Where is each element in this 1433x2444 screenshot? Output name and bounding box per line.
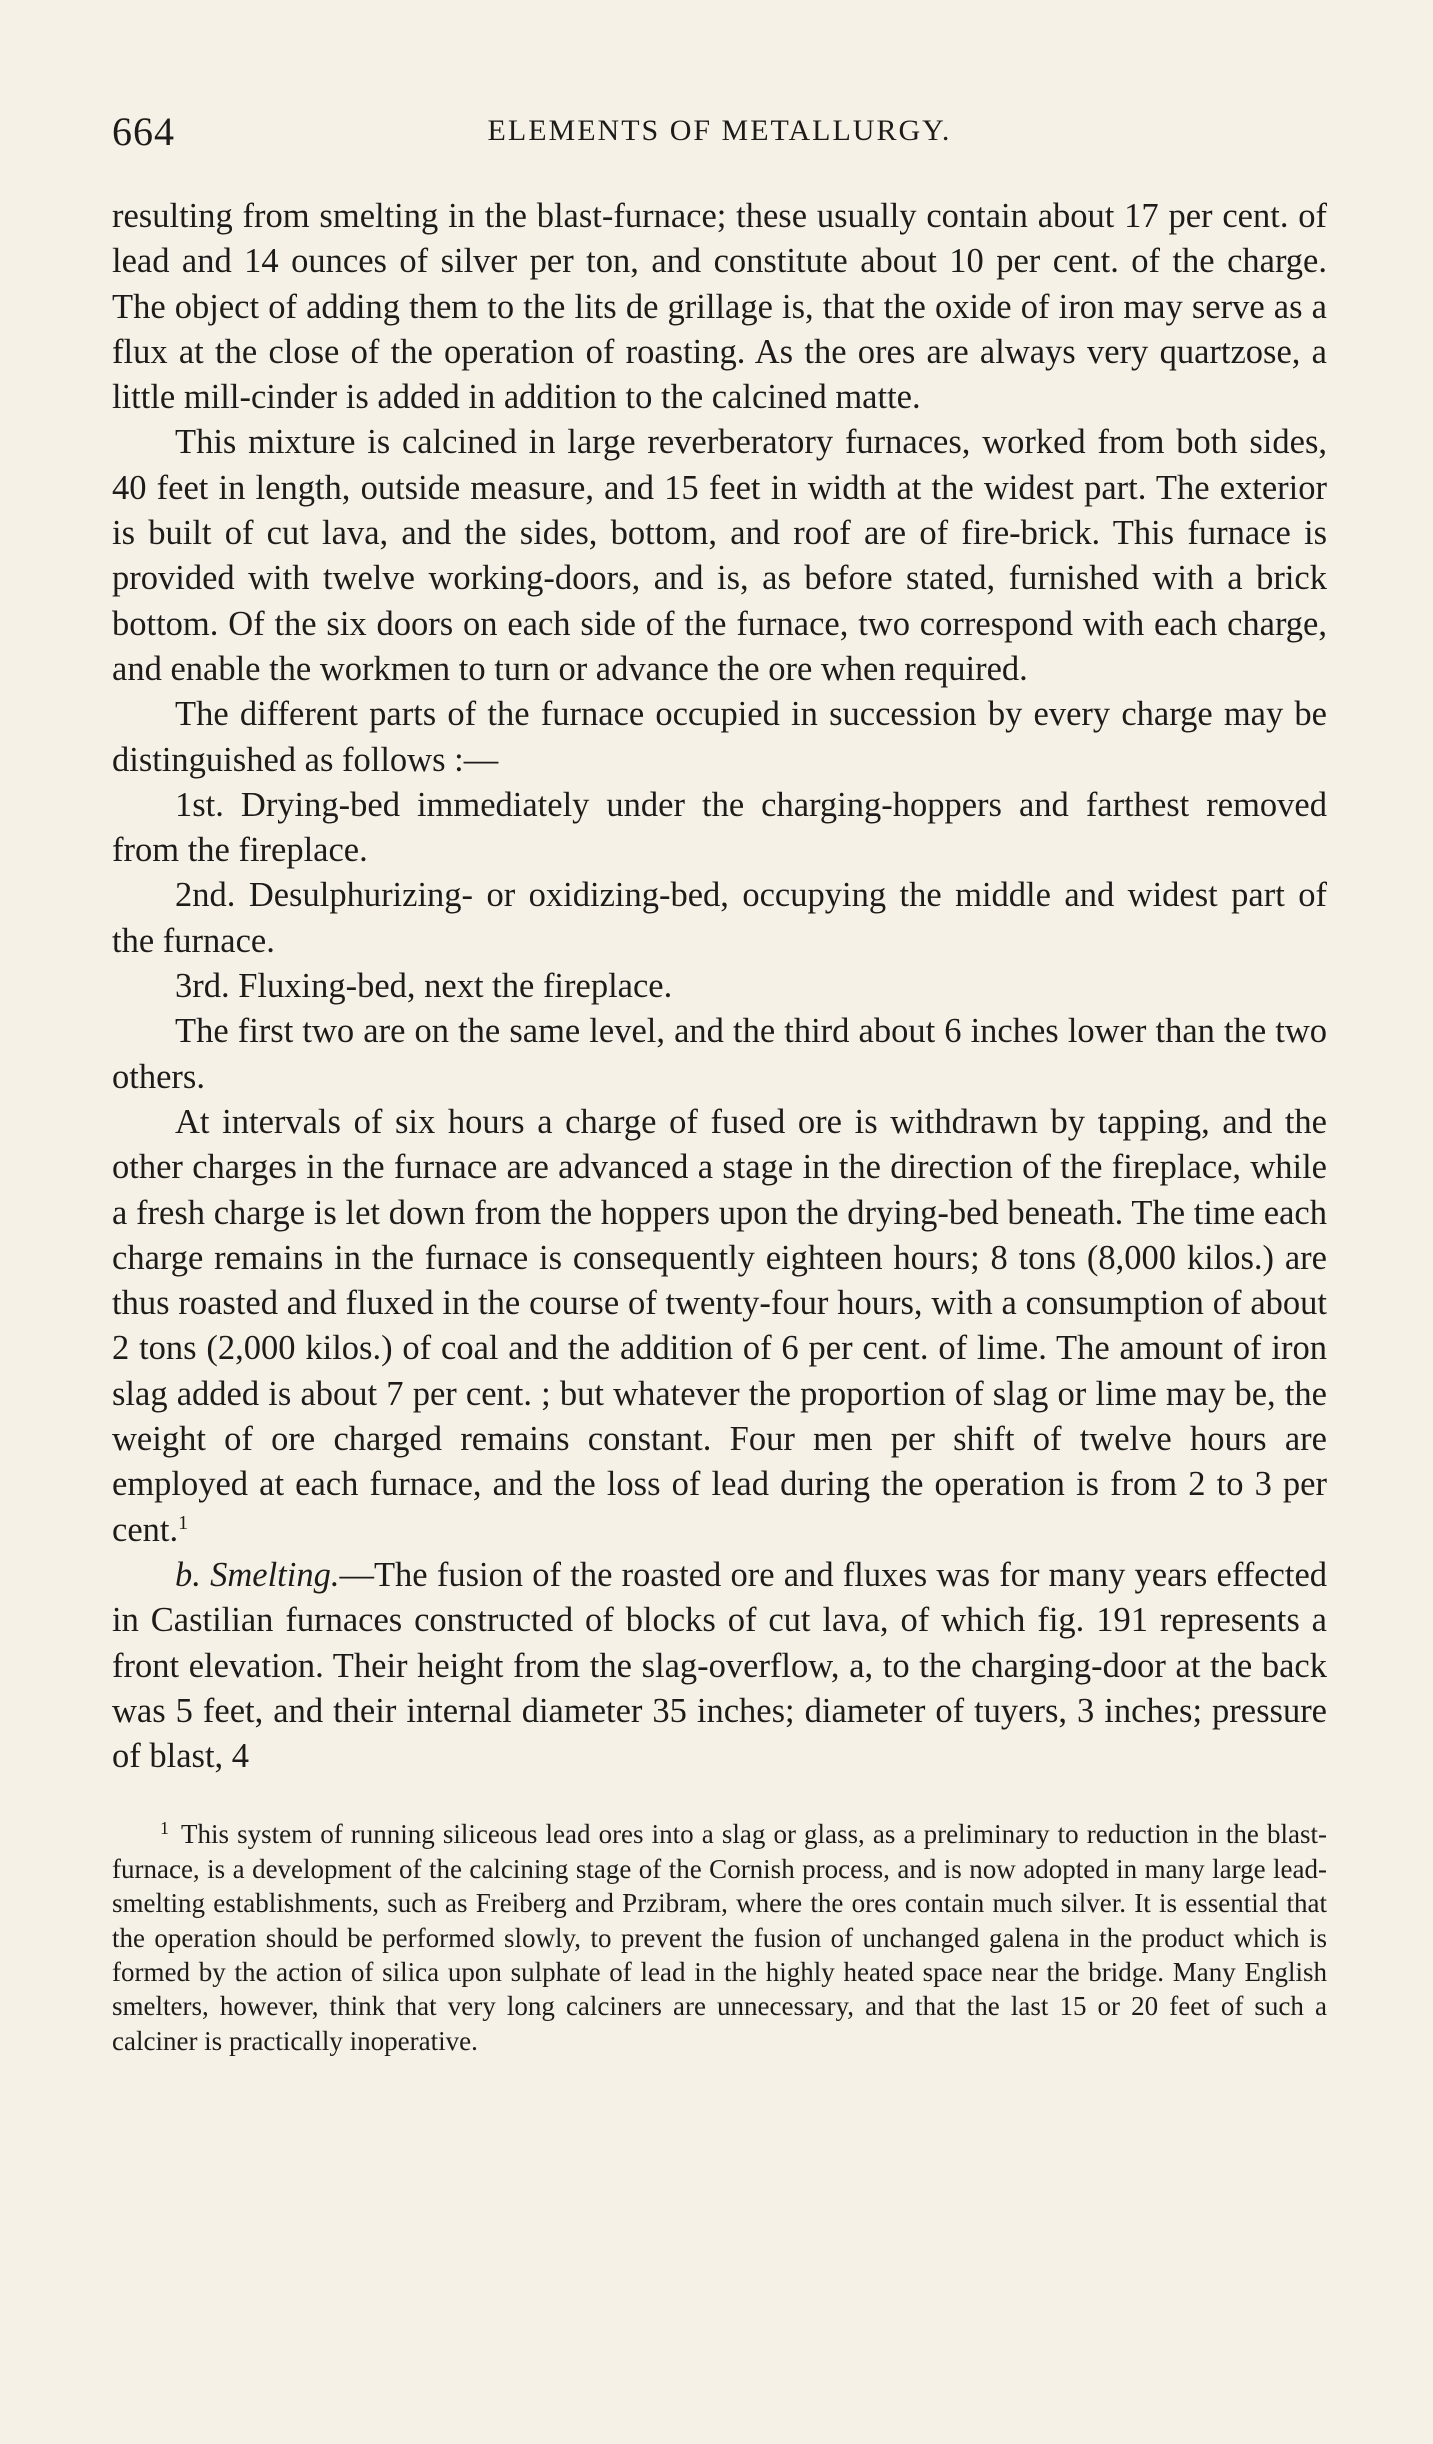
- paragraph-fluxing-bed: 3rd. Fluxing-bed, next the fireplace.: [175, 967, 673, 1006]
- smelting-text: —The fusion of the roasted ore and fluxes was for many years effected in Castilian furnaces constructed of blocks of cut lava, of which fig. 191 represents a front elevation. Their height from the slag-overflow, a, to the charging-door at the back was 5 feet, and their internal diameter 35 inches; diameter of tuyers, 3 inches; pressure of blast, 4: [112, 1555, 1328, 1776]
- running-head: [112, 108, 1327, 160]
- main-text: [112, 194, 1327, 1779]
- paragraph-bed-levels: The first two are on the same level, and the third about 6 inches lower than the two others.: [112, 1012, 1327, 1096]
- charging-intervals-text: At intervals of six hours a charge of fused ore is withdrawn by tapping, and the other charges in the furnace are advanced a stage in the direction of the fireplace, while a fresh charge is let down from the hoppers upon the drying-bed beneath. The time each charge remains in the furnace is consequently eighteen hours; 8 tons (8,000 kilos.) are thus roasted and fluxed in the course of twenty-four hours, with a consumption of about 2 tons (2,000 kilos.) of coal and the addition of 6 per cent. of lime. The amount of iron slag added is about 7 per cent. ; but whatever the proportion of slag or lime may be, the weight of ore charged remains constant. Four men per shift of twelve hours are employed at each furnace, and the loss of lead during the operation is from 2 to 3 per cent.: [112, 1102, 1327, 1549]
- footnote-marker: 1: [160, 1818, 169, 1839]
- paragraph-drying-bed: 1st. Drying-bed immediately under the charging-hoppers and farthest removed from the fireplace.: [112, 785, 1327, 870]
- footnote-text: This system of running siliceous lead ores into a slag or glass, as a preliminary to reduction in the blast-furnace, is a development of the calcining stage of the Cornish process, and is now adopted in many large lead-smelting establishments, such as Freiberg and Przibram, where the ores contain much silver. It is essential that the operation should be performed slowly, to prevent the fusion of unchanged galena in the product which is formed by the action of silica upon sulphate of lead in the highly heated space near the bridge. Many English smelters, however, think that very long calciners are unnecessary, and that the last 15 or 20 feet of such a calciner is practically inoperative.: [112, 1819, 1327, 2056]
- paragraph-smelting: [112, 1553, 1327, 1779]
- book-page: [112, 108, 1327, 2058]
- page-number: 664: [112, 109, 175, 154]
- footnotes: [112, 1817, 1327, 2058]
- paragraph-furnace-parts: The different parts of the furnace occupied in succession by every charge may be distinguished as follows :—: [112, 695, 1327, 779]
- paragraph-continued: resulting from smelting in the blast-furnace; these usually contain about 17 per cent. of lead and 14 ounces of silver per ton, and constitute about 10 per cent. of the charge. The object of adding them to the lits de grillage is, that the oxide of iron may serve as a flux at the close of the operation of roasting. As the ores are always very quartzose, a little mill-cinder is added in addition to the calcined matte.: [112, 197, 1327, 417]
- section-heading-smelting: b. Smelting.: [175, 1555, 340, 1594]
- footnote-1: [112, 1817, 1327, 2058]
- paragraph-charging-intervals: [112, 1100, 1327, 1553]
- paragraph-desulphurizing-bed: 2nd. Desulphurizing- or oxidizing-bed, occupying the middle and widest part of the furnace.: [112, 876, 1327, 960]
- footnote-reference: 1: [178, 1511, 189, 1534]
- running-title: ELEMENTS OF METALLURGY.: [487, 114, 952, 147]
- paragraph-reverberatory-furnaces: This mixture is calcined in large reverberatory furnaces, worked from both sides, 40 feet in length, outside measure, and 15 feet in width at the widest part. The exterior is built of cut lava, and the sides, bottom, and roof are of fire-brick. This furnace is provided with twelve working-doors, and is, as before stated, furnished with a brick bottom. Of the six doors on each side of the furnace, two correspond with each charge, and enable the workmen to turn or advance the ore when required.: [112, 423, 1327, 688]
